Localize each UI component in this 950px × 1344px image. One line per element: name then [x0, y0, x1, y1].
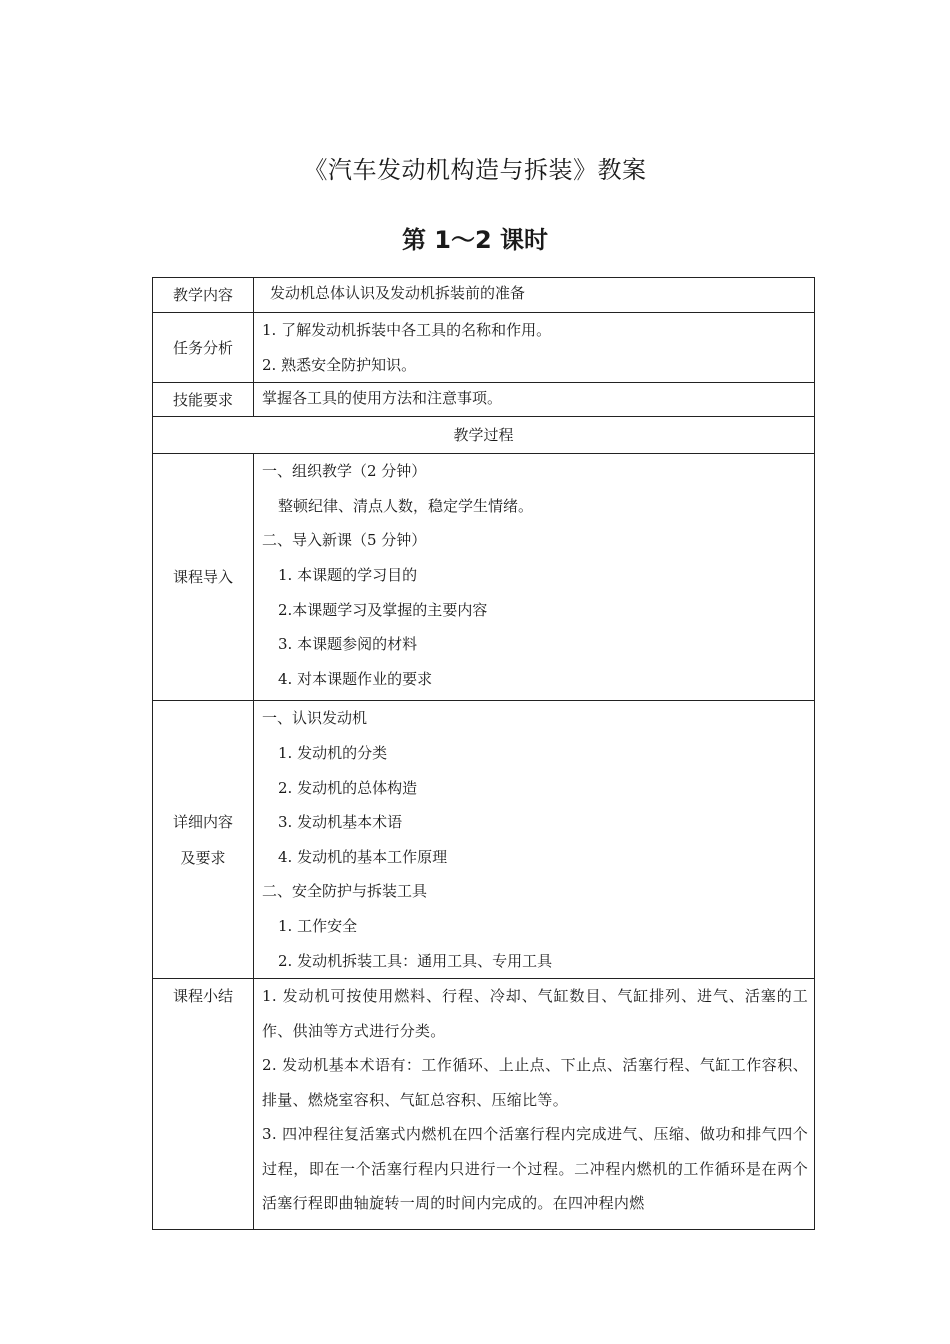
intro-line: 整顿纪律、清点人数，稳定学生情绪。: [278, 496, 534, 515]
course-summary-label: 课程小结: [153, 979, 254, 1230]
intro-line: 1. 本课题的学习目的: [278, 565, 418, 584]
task-item: 2. 熟悉安全防护知识。: [262, 355, 417, 374]
detail-line: 3. 发动机基本术语: [278, 813, 403, 832]
teaching-content-label: 教学内容: [153, 278, 254, 313]
intro-line: 2.本课题学习及掌握的主要内容: [278, 600, 488, 619]
intro-line: 二、导入新课（5 分钟）: [262, 531, 427, 550]
teaching-content-value: 发动机总体认识及发动机拆装前的准备: [270, 284, 526, 302]
summary-paragraph: 3. 四冲程往复活塞式内燃机在四个活塞行程内完成进气、压缩、做功和排气四个过程，即在一个活塞行程内只进行一个过程。二冲程内燃机的工作循环是在两个活塞行程即曲轴旋转一周的时间内完成的。在四冲程内燃: [262, 1125, 808, 1213]
detail-line: 1. 发动机的分类: [278, 743, 388, 762]
detail-line: 2. 发动机拆装工具：通用工具、专用工具: [278, 951, 553, 970]
task-analysis-cell: [254, 313, 815, 383]
skill-requirement-row: [153, 383, 815, 417]
lesson-plan-table: [152, 277, 815, 1230]
intro-line: 一、组织教学（2 分钟）: [262, 462, 427, 481]
summary-paragraph: 2. 发动机基本术语有：工作循环、上止点、下止点、活塞行程、气缸工作容积、排量、燃烧室容积、气缸总容积、压缩比等。: [262, 1056, 808, 1109]
intro-line: 4. 对本课题作业的要求: [278, 669, 433, 688]
detail-line: 2. 发动机的总体构造: [278, 778, 418, 797]
process-header: 教学过程: [153, 417, 815, 454]
course-summary-cell: [254, 979, 815, 1230]
process-header-row: [153, 417, 815, 454]
detail-content-row: [153, 701, 815, 979]
skill-requirement-label: 技能要求: [153, 383, 254, 417]
detail-line: 4. 发动机的基本工作原理: [278, 847, 448, 866]
course-intro-label: 课程导入: [153, 454, 254, 701]
document-title: 《汽车发动机构造与拆装》教案: [303, 156, 647, 184]
detail-content-label: [153, 701, 254, 979]
detail-label-line: 及要求: [180, 848, 226, 867]
lesson-period-title: 第 1～2 课时: [401, 226, 549, 254]
detail-label-line: 详细内容: [172, 812, 233, 831]
summary-body: [254, 979, 814, 1229]
detail-line: 1. 工作安全: [278, 916, 358, 935]
course-intro-cell: [254, 454, 815, 701]
task-analysis-label: 任务分析: [153, 313, 254, 383]
intro-line: 3. 本课题参阅的材料: [278, 635, 418, 654]
skill-requirement-value: 掌握各工具的使用方法和注意事项。: [262, 389, 503, 408]
teaching-content-row: [153, 278, 815, 313]
task-item: 1. 了解发动机拆装中各工具的名称和作用。: [262, 321, 552, 339]
detail-content-cell: [254, 701, 815, 979]
detail-line: 二、安全防护与拆装工具: [262, 882, 428, 901]
course-summary-row: [153, 979, 815, 1230]
summary-paragraph: 1. 发动机可按使用燃料、行程、冷却、气缸数目、气缸排列、进气、活塞的工作、供油等方式进行分类。: [262, 987, 808, 1040]
teaching-content-cell: [254, 278, 815, 313]
detail-line: 一、认识发动机: [262, 709, 368, 728]
task-analysis-row: [153, 313, 815, 383]
skill-requirement-cell: [254, 383, 815, 417]
course-intro-row: [153, 454, 815, 701]
